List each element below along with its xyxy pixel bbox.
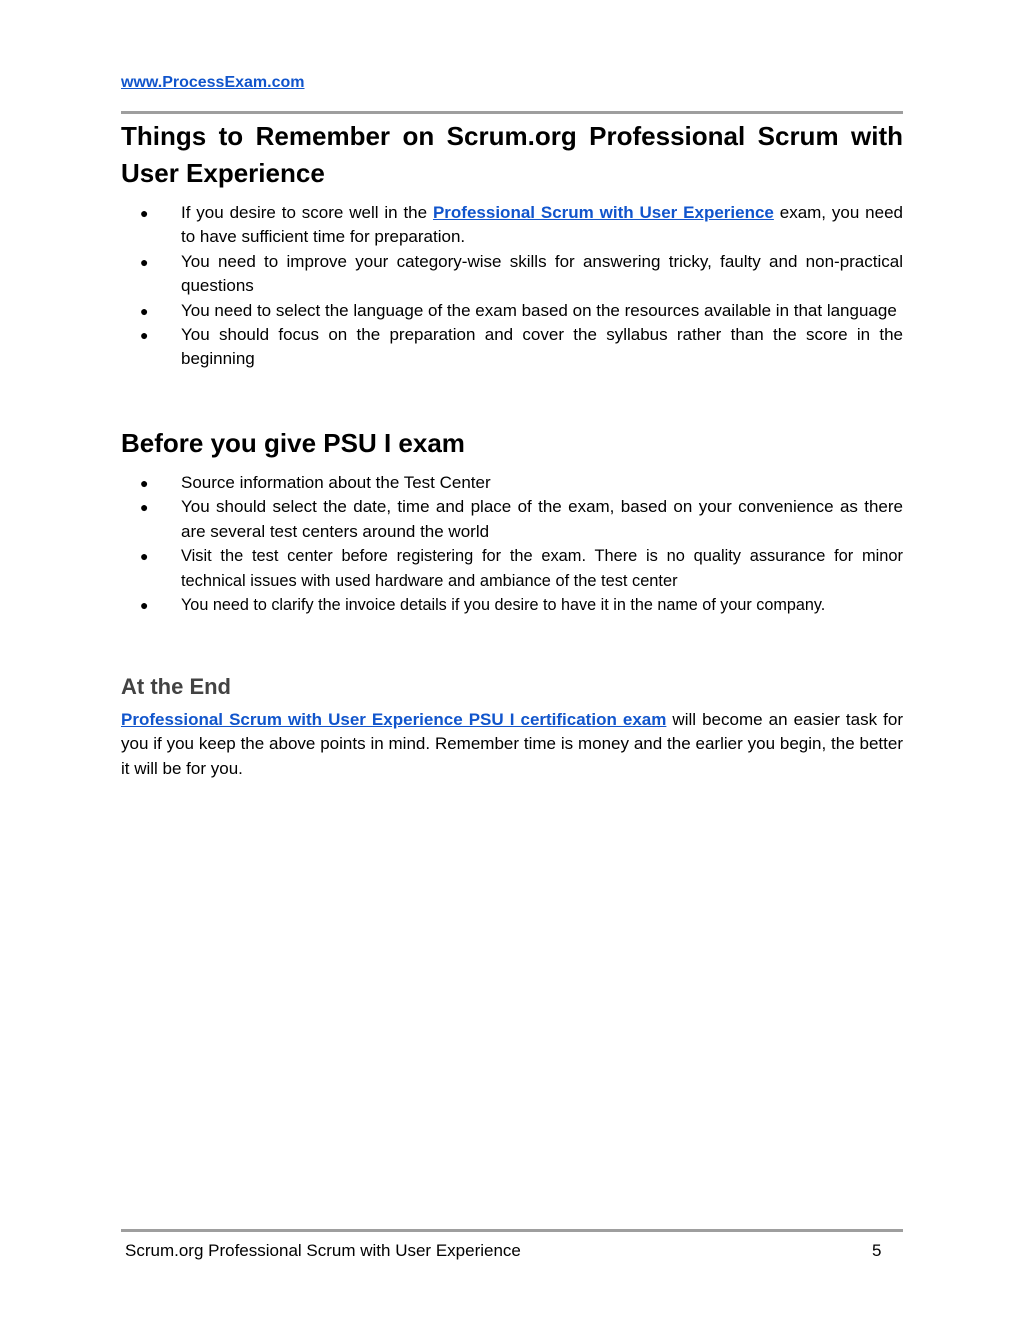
list-item: [121, 495, 903, 544]
bullet-icon: ●: [140, 205, 149, 221]
list-item-text: You need to improve your category-wise skills for answering tricky, faulty and non-practical questions: [181, 251, 903, 296]
closing-paragraph: [121, 708, 903, 781]
exam-link[interactable]: Professional Scrum with User Experience: [432, 203, 774, 222]
list-item: [121, 201, 903, 250]
list-item-text: Source information about the Test Center: [181, 473, 491, 492]
list-item-text-after: exam, you need to have sufficient time for preparation.: [181, 203, 903, 247]
bullet-icon: ●: [140, 253, 149, 270]
list-item-text: You should focus on the preparation and cover the syllabus rather than the score in the beginning: [181, 325, 903, 369]
page-number: 5: [872, 1241, 882, 1260]
section-title-things-to-remember: Things to Remember on Scrum.org Professional Scrum with User Experience: [121, 121, 903, 188]
section-title-at-the-end: At the End: [121, 674, 231, 699]
before-exam-list: [121, 471, 903, 617]
list-item: [121, 250, 903, 299]
list-item: [121, 544, 903, 593]
header-divider: [121, 111, 903, 114]
list-item-text: You need to select the language of the exam based on the resources available in that language: [181, 300, 897, 320]
list-item: [121, 471, 903, 495]
list-item-text: You should select the date, time and place of the exam, based on your convenience as there are several test centers around the world: [181, 497, 903, 541]
certification-exam-link[interactable]: Professional Scrum with User Experience PSU I certification exam: [121, 710, 667, 729]
bullet-icon: ●: [140, 475, 149, 491]
bullet-icon: ●: [140, 597, 149, 614]
footer-title: Scrum.org Professional Scrum with User Experience: [125, 1241, 521, 1260]
list-item-text-before: If you desire to score well in the: [181, 203, 433, 222]
bullet-icon: ●: [140, 327, 149, 344]
list-item-text: You need to clarify the invoice details if you desire to have it in the name of your company.: [181, 596, 826, 615]
list-item: [121, 299, 903, 323]
section-title-before-exam: Before you give PSU I exam: [121, 428, 465, 458]
list-item-text: Visit the test center before registering for the exam. There is no quality assurance for minor technical issues with used hardware and ambiance of the test center: [181, 547, 903, 590]
list-item: [121, 323, 903, 372]
footer-divider: [121, 1229, 903, 1232]
bullet-icon: ●: [140, 499, 149, 516]
things-to-remember-list: [121, 201, 903, 372]
bullet-icon: ●: [140, 302, 149, 319]
list-item: [121, 593, 903, 617]
site-link[interactable]: www.ProcessExam.com: [121, 74, 305, 91]
bullet-icon: ●: [140, 548, 149, 565]
closing-text: will become an easier task for you if you keep the above points in mind. Remember time is money and the earlier you begin, the better it will be for you.: [121, 710, 903, 778]
